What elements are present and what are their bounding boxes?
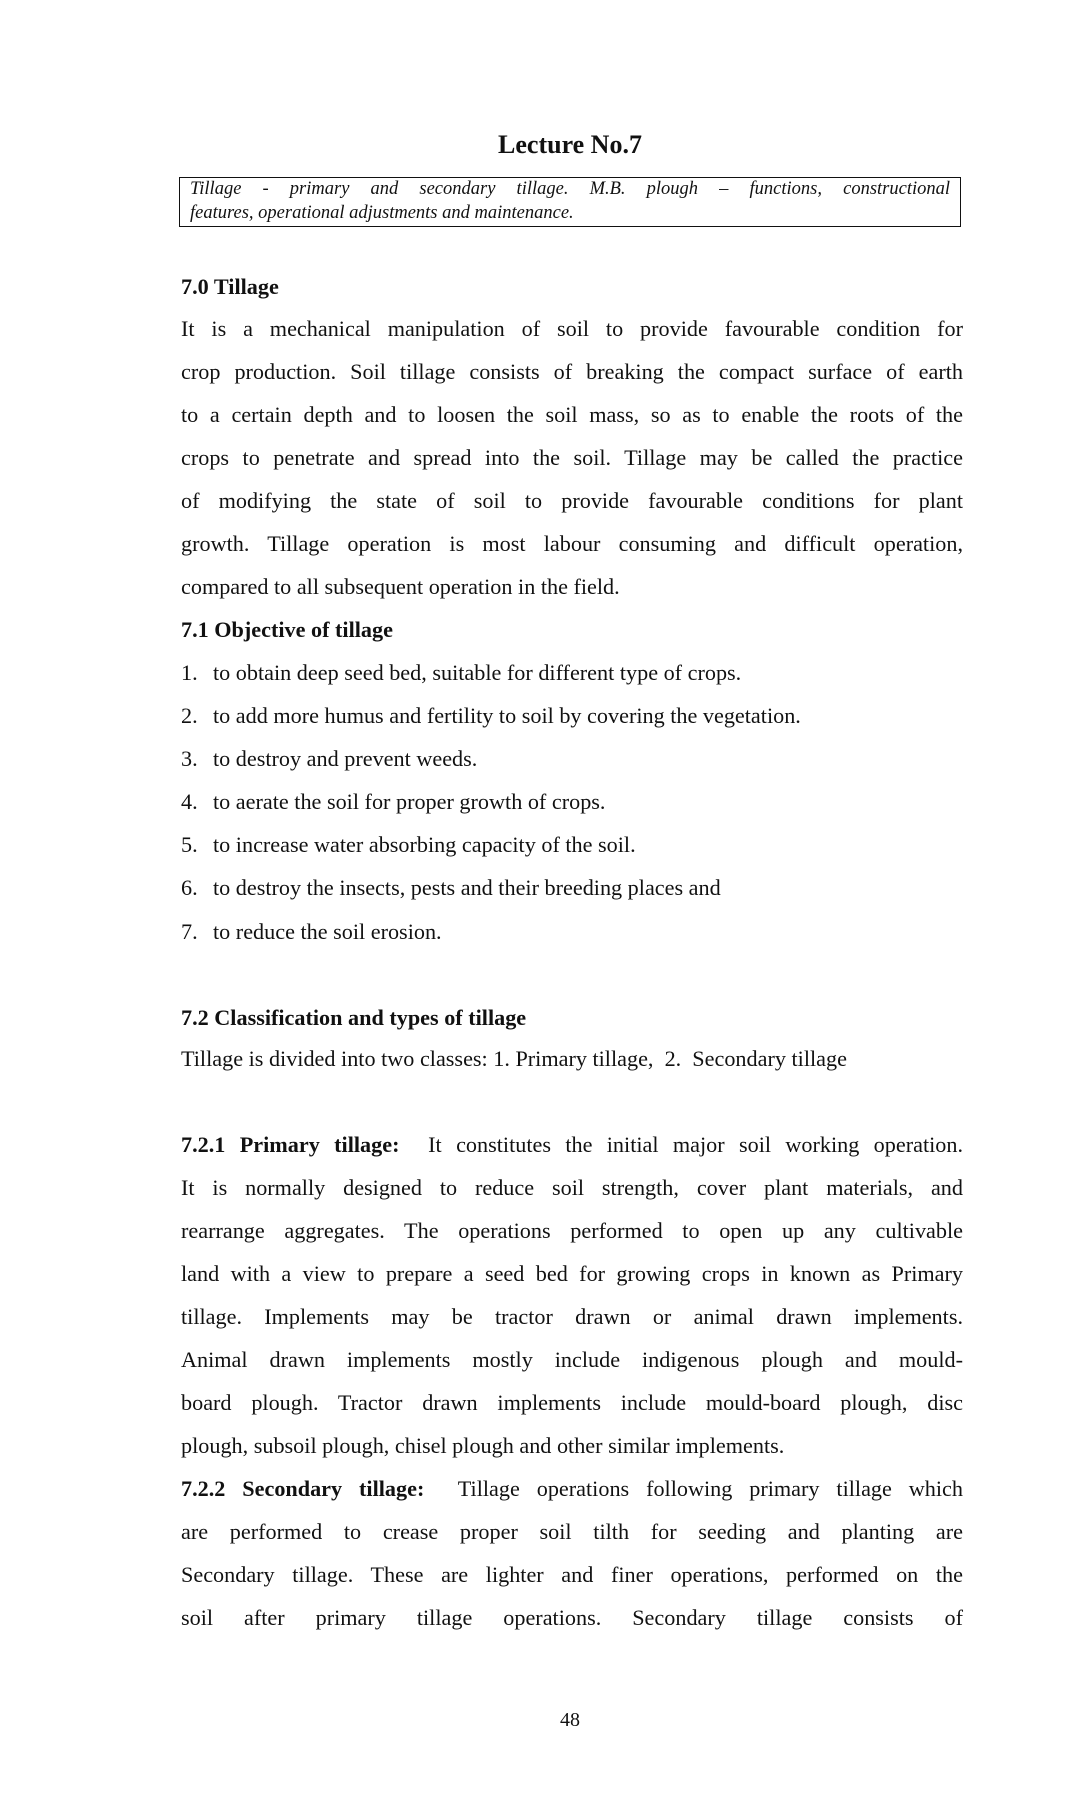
list-item [181, 744, 963, 774]
paragraph-line: It is normally designed to reduce soil strength, cover plant materials, and [181, 1175, 963, 1200]
list-item [181, 917, 963, 947]
list-item-number: 5. [181, 832, 198, 857]
paragraph-line: crop production. Soil tillage consists of breaking the compact surface of earth [181, 359, 963, 384]
paragraph-line: are performed to crease proper soil tilth for seeding and planting are [181, 1519, 963, 1544]
paragraph-line: of modifying the state of soil to provide favourable conditions for plant [181, 488, 963, 513]
list-item-number: 7. [181, 919, 198, 944]
topic-line-1: Tillage - primary and secondary tillage. M.B. plough – functions, constructional [190, 179, 950, 199]
list-item-text: to destroy the insects, pests and their breeding places and [213, 875, 721, 900]
list-item-text: to increase water absorbing capacity of the soil. [213, 832, 636, 857]
paragraph-line: compared to all subsequent operation in the field. [181, 574, 620, 599]
list-item [181, 830, 963, 860]
paragraph-line: tillage. Implements may be tractor drawn or animal drawn implements. [181, 1304, 963, 1329]
list-item [181, 658, 963, 688]
paragraph-line: soil after primary tillage operations. Secondary tillage consists of [181, 1605, 963, 1630]
page-number: 48 [560, 1709, 580, 1731]
paragraph-text: Tillage operations following primary tillage which [457, 1476, 963, 1501]
list-item-number: 6. [181, 875, 198, 900]
list-item-number: 4. [181, 789, 198, 814]
section-heading-7-2: 7.2 Classification and types of tillage [181, 1005, 527, 1030]
section-heading-7-2-1: 7.2.1 Primary tillage: [181, 1132, 400, 1157]
secondary-tillage-first-line [181, 1474, 963, 1504]
paragraph-line: It is a mechanical manipulation of soil to provide favourable condition for [181, 316, 963, 341]
list-item-number: 3. [181, 746, 198, 771]
paragraph-line: growth. Tillage operation is most labour consuming and difficult operation, [181, 531, 963, 556]
list-item [181, 701, 963, 731]
paragraph-line: Animal drawn implements mostly include indigenous plough and mould- [181, 1347, 963, 1372]
paragraph-text: It constitutes the initial major soil working operation. [428, 1132, 964, 1157]
paragraph-line: plough, subsoil plough, chisel plough and other similar implements. [181, 1433, 785, 1458]
paragraph-line: Secondary tillage. These are lighter and finer operations, performed on the [181, 1562, 963, 1587]
primary-tillage-first-line [181, 1130, 963, 1160]
list-item-number: 2. [181, 703, 198, 728]
paragraph-line: Tillage is divided into two classes: 1. Primary tillage, 2. Secondary tillage [181, 1046, 847, 1071]
paragraph-line: rearrange aggregates. The operations performed to open up any cultivable [181, 1218, 963, 1243]
section-heading-7-2-2: 7.2.2 Secondary tillage: [181, 1476, 425, 1501]
paragraph-line: land with a view to prepare a seed bed for growing crops in known as Primary [181, 1261, 963, 1286]
list-item-text: to aerate the soil for proper growth of crops. [213, 789, 606, 814]
page-title: Lecture No.7 [498, 130, 642, 159]
topic-line-2: features, operational adjustments and maintenance. [190, 203, 574, 223]
paragraph-line: crops to penetrate and spread into the soil. Tillage may be called the practice [181, 445, 963, 470]
list-item-text: to reduce the soil erosion. [213, 919, 442, 944]
list-item [181, 873, 963, 903]
paragraph-line: to a certain depth and to loosen the soil mass, so as to enable the roots of the [181, 402, 963, 427]
list-item-number: 1. [181, 660, 198, 685]
paragraph-line: board plough. Tractor drawn implements include mould-board plough, disc [181, 1390, 963, 1415]
section-heading-7-0: 7.0 Tillage [181, 274, 279, 299]
list-item-text: to destroy and prevent weeds. [213, 746, 478, 771]
list-item-text: to obtain deep seed bed, suitable for different type of crops. [213, 660, 742, 685]
topic-summary-box [179, 177, 961, 227]
list-item-text: to add more humus and fertility to soil by covering the vegetation. [213, 703, 801, 728]
list-item [181, 787, 963, 817]
section-heading-7-1: 7.1 Objective of tillage [181, 617, 393, 642]
